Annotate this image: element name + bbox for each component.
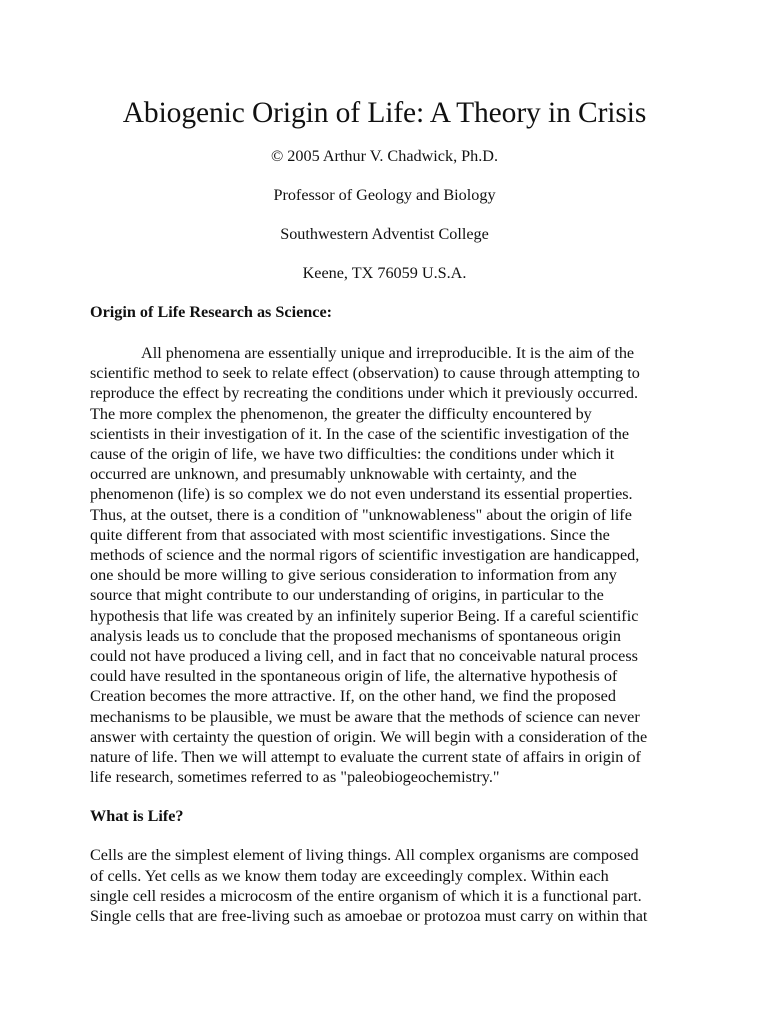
text-line: occurred are unknown, and presumably unknowable with certainty, and the xyxy=(90,465,577,484)
text-line: All phenomena are essentially unique and irreproducible. It is the aim of the xyxy=(141,344,635,362)
section-heading-what-is-life xyxy=(90,806,679,826)
text-line: could not have produced a living cell, and in fact that no conceivable natural process xyxy=(90,647,638,666)
text-line: could have resulted in the spontaneous origin of life, the alternative hypothesis of xyxy=(90,667,618,686)
paragraph-what-is-life xyxy=(90,845,679,926)
section-heading-colon: : xyxy=(326,303,333,321)
text-line: one should be more willing to give serious consideration to information from any xyxy=(90,566,617,585)
text-line: analysis leads us to conclude that the proposed mechanisms of spontaneous origin xyxy=(90,626,621,645)
text-line: source that might contribute to our understanding of origins, in particular to the xyxy=(90,586,604,605)
text-line: Thus, at the outset, there is a condition of "unknowableness" about the origin of life xyxy=(90,505,632,524)
section-heading-text: What is Life? xyxy=(90,807,184,826)
text-line: scientific method to seek to relate effect (observation) to cause through attempting to xyxy=(90,364,640,383)
text-line: of cells. Yet cells as we know them today are exceedingly complex. Within each xyxy=(90,866,609,885)
text-line: answer with certainty the question of origin. We will begin with a consideration of the xyxy=(90,727,648,746)
text-line: reproduce the effect by recreating the conditions under which it previously occurred. xyxy=(90,384,639,403)
text-line: life research, sometimes referred to as "paleobiogeochemistry." xyxy=(90,768,500,787)
text-line: single cell resides a microcosm of the entire organism of which it is a functional part. xyxy=(90,886,642,905)
text-line: cause of the origin of life, we have two difficulties: the conditions under which it xyxy=(90,445,615,464)
text-line: hypothesis that life was created by an infinitely superior Being. If a careful scientific xyxy=(90,606,639,625)
text-line: nature of life. Then we will attempt to evaluate the current state of affairs in origin of xyxy=(90,748,641,767)
author-institution: Southwestern Adventist College xyxy=(280,225,489,243)
text-line: mechanisms to be plausible, we must be aware that the methods of science can never xyxy=(90,707,640,726)
institution-address: Keene, TX 76059 U.S.A. xyxy=(302,264,467,282)
text-line: Cells are the simplest element of living things. All complex organisms are composed xyxy=(90,846,639,865)
text-line: The more complex the phenomenon, the greater the difficulty encountered by xyxy=(90,404,592,423)
paragraph-origin-of-life-research xyxy=(90,343,679,787)
text-line: quite different from that associated with most scientific investigations. Since the xyxy=(90,525,610,544)
section-heading-origin-of-life-research xyxy=(90,302,679,322)
text-line: Creation becomes the more attractive. If, on the other hand, we find the proposed xyxy=(90,687,616,706)
copyright-line: © 2005 Arthur V. Chadwick, Ph.D. xyxy=(270,147,499,165)
text-line: scientists in their investigation of it. In the case of the scientific investigation of the xyxy=(90,424,630,443)
document-title: Abiogenic Origin of Life: A Theory in Crisis xyxy=(122,97,647,129)
author-position: Professor of Geology and Biology xyxy=(273,186,496,204)
text-line: Single cells that are free-living such as amoebae or protozoa must carry on within that xyxy=(90,907,648,926)
text-line: phenomenon (life) is so complex we do not even understand its essential properties. xyxy=(90,485,633,504)
section-heading-text: Origin of Life Research as Science xyxy=(90,303,327,321)
text-line: methods of science and the normal rigors of scientific investigation are handicapped, xyxy=(90,546,640,565)
